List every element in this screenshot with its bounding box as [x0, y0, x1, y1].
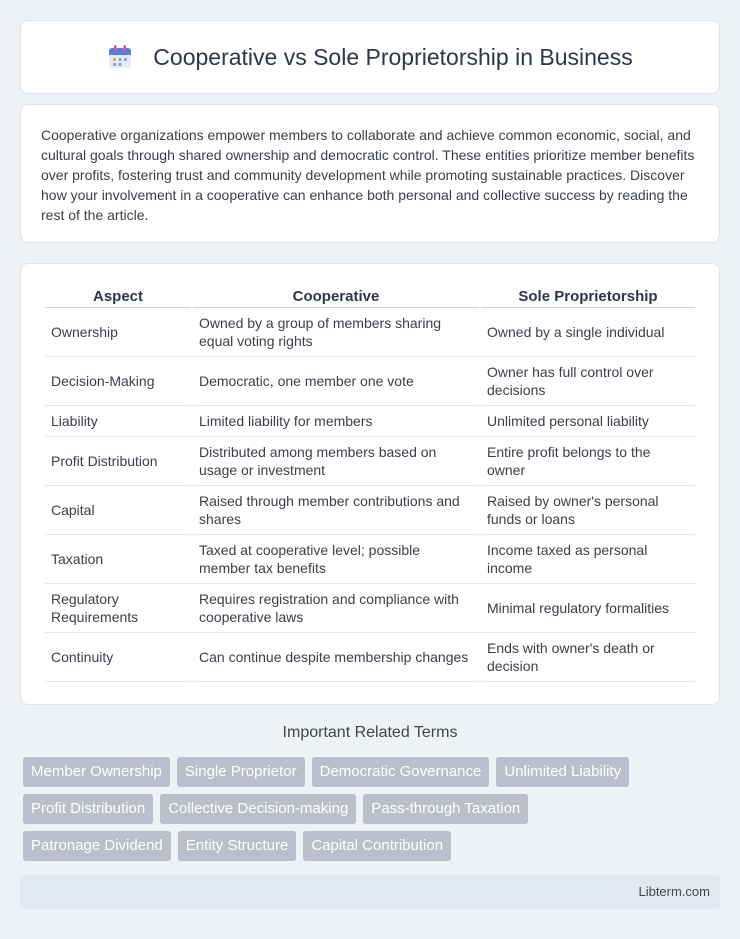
cell-sole: Entire profit belongs to the owner	[481, 437, 695, 486]
header-cooperative: Cooperative	[193, 284, 479, 308]
cell-cooperative: Raised through member contributions and shares	[193, 486, 479, 535]
tag-single-proprietor[interactable]: Single Proprietor	[177, 757, 305, 787]
tag-capital-contribution[interactable]: Capital Contribution	[303, 831, 451, 861]
cell-aspect: Ownership	[45, 308, 191, 357]
tag-unlimited-liability[interactable]: Unlimited Liability	[496, 757, 629, 787]
related-terms-tags	[23, 757, 723, 868]
related-terms-title: Important Related Terms	[282, 724, 458, 741]
tag-collective-decision-making[interactable]: Collective Decision-making	[160, 794, 356, 824]
table-row	[45, 633, 695, 682]
intro-text: Cooperative organizations empower members to collaborate and achieve common economic, social, and cultural goals through shared ownership and democratic control. These entities prioritize member benefits over profits, fostering trust and community development while promoting sustainable practices. Discover how your involvement in a cooperative can enhance both personal and collective success by reading the rest of the article.	[41, 127, 695, 223]
cell-aspect: Continuity	[45, 633, 191, 682]
cell-cooperative: Taxed at cooperative level; possible member tax benefits	[193, 535, 479, 584]
comparison-table	[43, 284, 697, 682]
cell-aspect: Regulatory Requirements	[45, 584, 191, 633]
tag-entity-structure[interactable]: Entity Structure	[178, 831, 297, 861]
tag-pass-through-taxation[interactable]: Pass-through Taxation	[363, 794, 528, 824]
cell-sole: Income taxed as personal income	[481, 535, 695, 584]
cell-sole: Minimal regulatory formalities	[481, 584, 695, 633]
calendar-icon	[107, 44, 133, 70]
cell-aspect: Decision-Making	[45, 357, 191, 406]
footer	[20, 875, 720, 909]
cell-cooperative: Can continue despite membership changes	[193, 633, 479, 682]
cell-cooperative: Requires registration and compliance with cooperative laws	[193, 584, 479, 633]
comparison-table-card	[20, 263, 720, 705]
table-row	[45, 486, 695, 535]
cell-sole: Ends with owner's death or decision	[481, 633, 695, 682]
table-row	[45, 437, 695, 486]
tag-democratic-governance[interactable]: Democratic Governance	[312, 757, 490, 787]
cell-cooperative: Owned by a group of members sharing equal voting rights	[193, 308, 479, 357]
tag-member-ownership[interactable]: Member Ownership	[23, 757, 170, 787]
cell-aspect: Profit Distribution	[45, 437, 191, 486]
cell-cooperative: Democratic, one member one vote	[193, 357, 479, 406]
cell-aspect: Liability	[45, 406, 191, 437]
header-sole-proprietorship: Sole Proprietorship	[481, 284, 695, 308]
tag-profit-distribution[interactable]: Profit Distribution	[23, 794, 153, 824]
cell-aspect: Capital	[45, 486, 191, 535]
cell-sole: Raised by owner's personal funds or loans	[481, 486, 695, 535]
tag-patronage-dividend[interactable]: Patronage Dividend	[23, 831, 171, 861]
table-row	[45, 357, 695, 406]
footer-brand-link[interactable]: Libterm.com	[638, 884, 710, 899]
cell-sole: Unlimited personal liability	[481, 406, 695, 437]
table-row	[45, 584, 695, 633]
cell-sole: Owner has full control over decisions	[481, 357, 695, 406]
header-aspect: Aspect	[45, 284, 191, 308]
table-row	[45, 308, 695, 357]
cell-sole: Owned by a single individual	[481, 308, 695, 357]
page-title: Cooperative vs Sole Proprietorship in Business	[153, 43, 633, 70]
header-card	[20, 20, 720, 94]
table-row	[45, 535, 695, 584]
cell-aspect: Taxation	[45, 535, 191, 584]
table-row	[45, 406, 695, 437]
intro-card	[20, 104, 720, 243]
cell-cooperative: Distributed among members based on usage or investment	[193, 437, 479, 486]
table-header-row	[45, 284, 695, 308]
cell-cooperative: Limited liability for members	[193, 406, 479, 437]
